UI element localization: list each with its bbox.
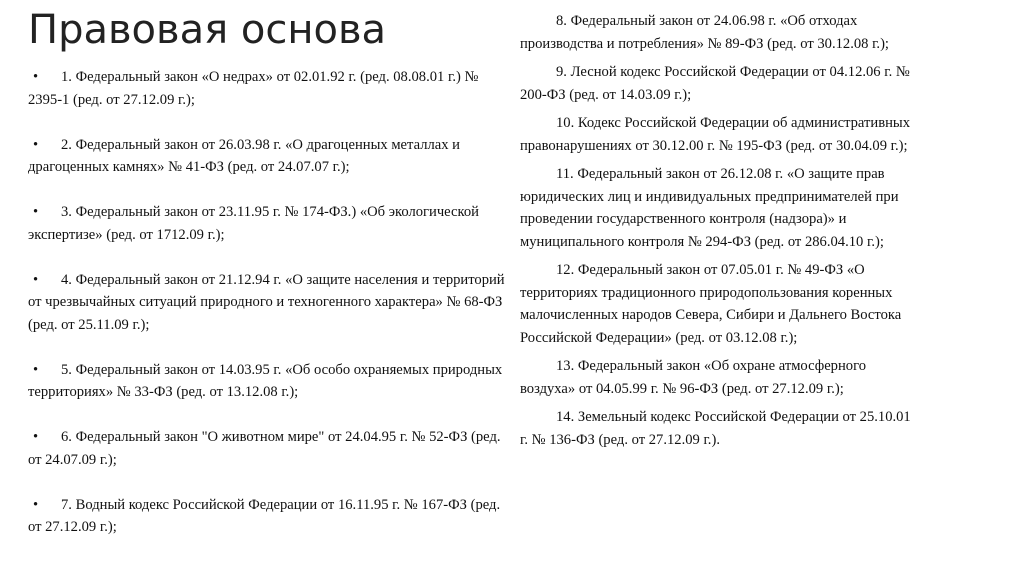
- law-item-3: [28, 201, 510, 246]
- law-item-13: 13. Федеральный закон «Об охране атмосферного воздуха» от 04.05.99 г. № 96-ФЗ (ред. от 27.12.09 г.);: [520, 358, 867, 397]
- left-column: [28, 66, 510, 561]
- law-item-10: 10. Кодекс Российской Федерации об административных правонарушениях от 30.12.00 г. № 195-ФЗ (ред. от 30.04.09 г.);: [520, 115, 911, 154]
- bullet-icon: •: [33, 69, 39, 85]
- law-item-text: 4. Федеральный закон от 21.12.94 г. «О защите населения и территорий от чрезвычайных ситуаций природного и техногенного характера» № 68-ФЗ (ред. от 25.11.09 г.);: [28, 271, 505, 333]
- law-item-text: 2. Федеральный закон от 26.03.98 г. «О драгоценных металлах и драгоценных камнях» № 41-ФЗ (ред. от 24.07.07 г.);: [28, 136, 460, 175]
- bullet-icon: •: [33, 136, 39, 153]
- law-item-4: [28, 269, 510, 337]
- bullet-icon: •: [33, 204, 39, 220]
- bullet-icon: •: [33, 429, 39, 445]
- law-item-6: [28, 426, 510, 471]
- law-item-11: 11. Федеральный закон от 26.12.08 г. «О защите прав юридических лиц и индивидуальных предпринимателей при проведении государственного контроля (надзора)» и муниципального контроля № 294-ФЗ (ред. от 286.04.10 г.);: [520, 166, 899, 250]
- bullet-icon: •: [33, 271, 39, 288]
- law-item-8: 8. Федеральный закон от 24.06.98 г. «Об отходах производства и потребления» № 89-ФЗ (ред. от 30.12.08 г.);: [520, 13, 889, 52]
- law-item-text: 3. Федеральный закон от 23.11.95 г. № 174-ФЗ.) «Об экологической экспертизе» (ред. от 1712.09 г.);: [28, 204, 479, 243]
- law-item-5: [28, 359, 510, 404]
- slide-title: Правовая основа: [28, 7, 387, 53]
- bullet-icon: •: [33, 361, 39, 378]
- law-item-2: [28, 134, 510, 179]
- law-item-text: 7. Водный кодекс Российской Федерации от 16.11.95 г. № 167-ФЗ (ред. от 27.12.09 г.);: [28, 496, 501, 535]
- law-item-text: 5. Федеральный закон от 14.03.95 г. «Об особо охраняемых природных территориях» № 33-ФЗ (ред. от 13.12.08 г.);: [28, 361, 503, 400]
- law-item-text: 1. Федеральный закон «О недрах» от 02.01.92 г. (ред. 08.08.01 г.) № 2395-1 (ред. от 27.12.09 г.);: [28, 69, 479, 108]
- bullet-icon: •: [33, 496, 39, 513]
- right-column: [520, 10, 912, 457]
- law-item-14: 14. Земельный кодекс Российской Федерации от 25.10.01 г. № 136-ФЗ (ред. от 27.12.09 г.).: [520, 409, 911, 448]
- law-item-text: 6. Федеральный закон "О животном мире" от 24.04.95 г. № 52-ФЗ (ред. от 24.07.09 г.);: [28, 429, 501, 468]
- law-item-7: [28, 494, 510, 539]
- law-item-12: 12. Федеральный закон от 07.05.01 г. № 49-ФЗ «О территориях традиционного природопользования коренных малочисленных народов Севера, Сибири и Дальнего Востока Российской Федерации» (ред. от 03.12.08 г.);: [520, 262, 902, 346]
- law-item-9: 9. Лесной кодекс Российской Федерации от 04.12.06 г. № 200-ФЗ (ред. от 14.03.09 г.);: [520, 64, 910, 103]
- law-item-1: [28, 66, 510, 111]
